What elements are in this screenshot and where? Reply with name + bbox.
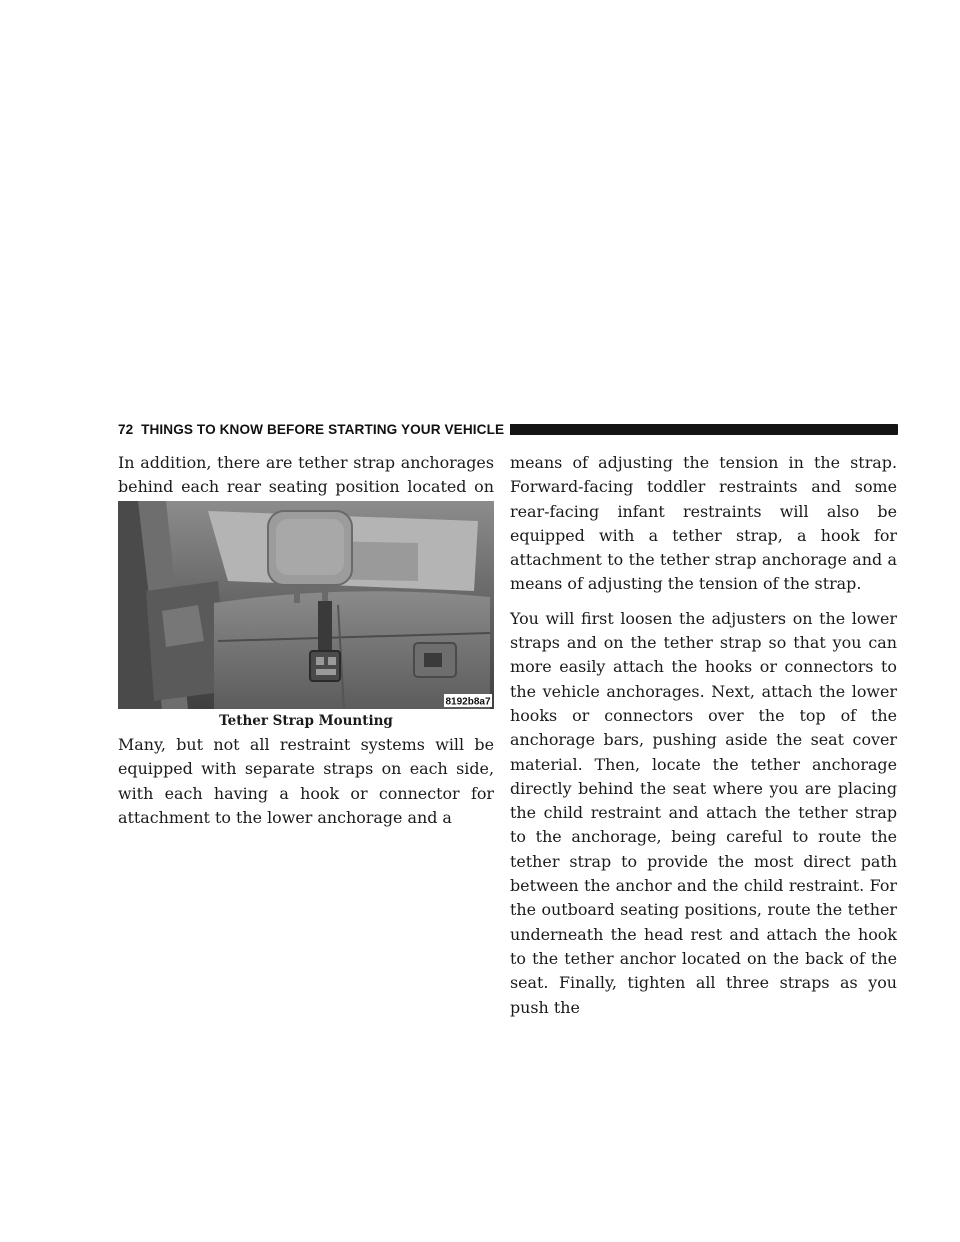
figure-caption: Tether Strap Mounting [219,713,393,729]
image-code: 8192b8a7 [445,696,491,708]
page-number: 72 [118,421,134,437]
left-paragraph-1: In addition, there are tether strap anchorages behind each rear seating position located on [118,453,494,497]
page-header-text [118,422,504,437]
tether-strap-photo [118,501,494,709]
right-paragraph-2: You will first loosen the adjusters on the lower straps and on the tether strap so that you can more easily attach the hooks or connectors to the vehicle anchorages. Next, attach the lower hooks or connectors over the top of the anchorage bars, pushing aside the seat cover material. Then, locate the tether anchorage directly behind the seat where you are placing the child restraint and attach the tether strap to the anchorage, being careful to route the tether strap to provide the most direct path between the anchor and the child restraint. For the outboard seating positions, route the tether underneath the head rest and attach the hook to the tether anchor located on the back of the seat. Finally, tighten all three straps as you push the [510,608,897,1017]
tether-strap-illustration [118,501,494,709]
right-paragraph-1: means of adjusting the tension in the strap. Forward-facing toddler restraints and some rear-facing infant restraints will also be equipped with a tether strap, a hook for attachment to the tether strap anchorage and a means of adjusting the tension of the strap. [510,453,897,594]
right-column [510,451,897,1030]
left-paragraph-2: Many, but not all restraint systems will be equipped with separate straps on each side, with each having a hook or connector for attachment to the lower anchorage and a [118,735,494,827]
header-rule [510,424,898,435]
page-header [118,419,898,439]
section-title: THINGS TO KNOW BEFORE STARTING YOUR VEHICLE [141,421,505,437]
